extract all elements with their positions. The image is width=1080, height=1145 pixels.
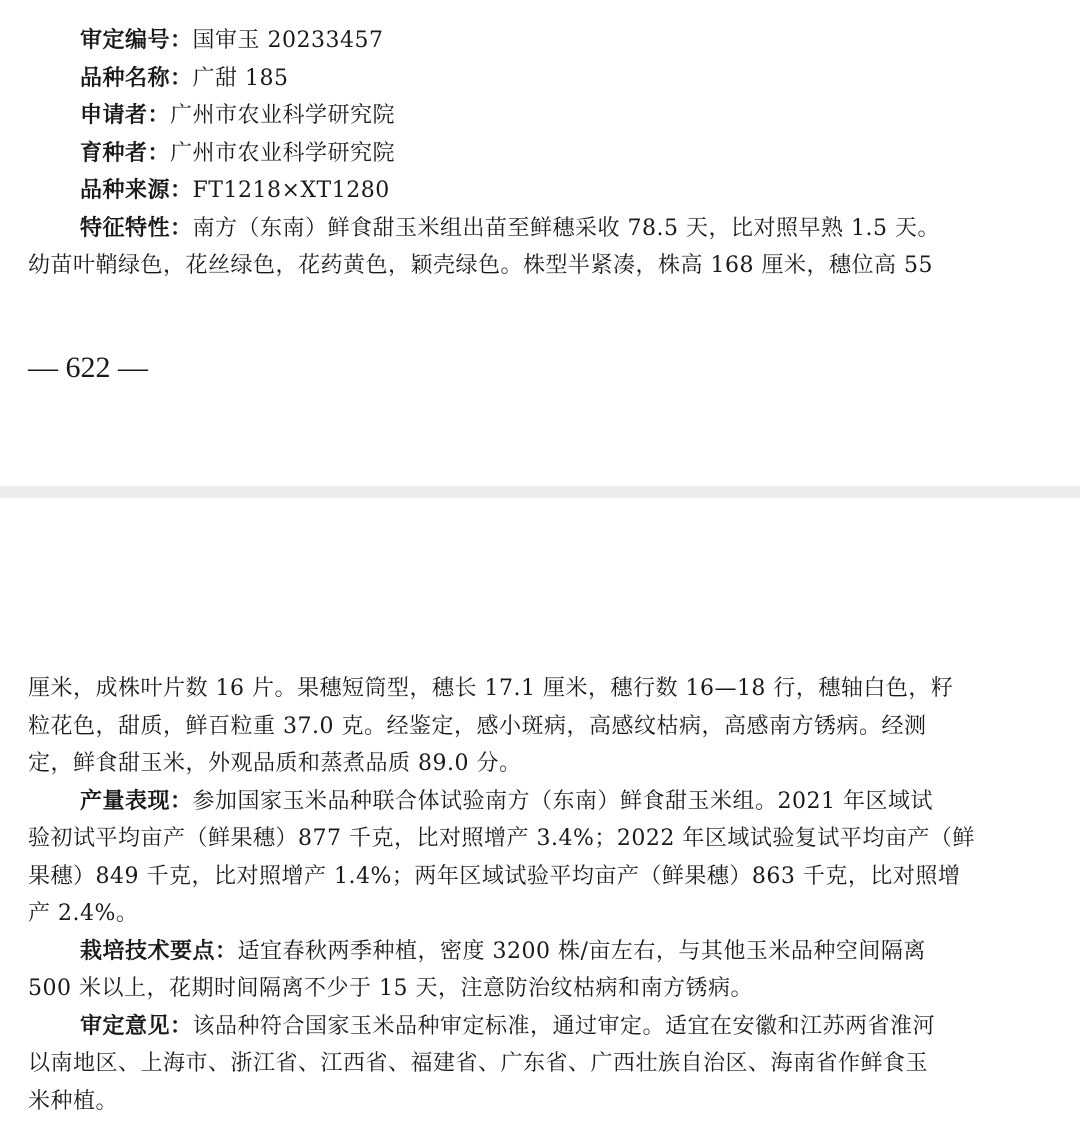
approval-number-row — [28, 22, 1028, 60]
characteristics-cont-line-3: 定，鲜食甜玉米，外观品质和蒸煮品质 89.0 分。 — [28, 751, 522, 776]
characteristics-label: 特征特性： — [80, 215, 193, 241]
yield-text-line-1: 参加国家玉米品种联合体试验南方（东南）鲜食甜玉米组。2021 年区域试 — [192, 788, 933, 814]
breeder-row — [28, 135, 1028, 173]
document-page-bottom — [0, 498, 1080, 1145]
approval-number-label: 审定编号： — [80, 28, 193, 53]
document-page-top — [0, 0, 1080, 486]
variety-source-row — [28, 172, 1028, 210]
applicant-label: 申请者： — [80, 103, 171, 128]
variety-name-value: 广甜 185 — [192, 65, 289, 91]
applicant-value: 广州市农业科学研究院 — [170, 103, 396, 128]
characteristics-row — [28, 210, 1028, 248]
breeder-value: 广州市农业科学研究院 — [170, 140, 396, 166]
characteristics-cont-line-1: 厘米，成株叶片数 16 片。果穗短筒型，穗长 17.1 厘米，穗行数 16—18 行，穗轴白色，籽 — [28, 676, 954, 701]
page-separator — [0, 486, 1080, 498]
approval-number-value: 国审玉 20233457 — [192, 28, 384, 53]
characteristics-text-line-1: 南方（东南）鲜食甜玉米组出苗至鲜穗采收 78.5 天，比对照早熟 1.5 天。 — [192, 215, 940, 241]
variety-detail-block — [28, 670, 1028, 1120]
yield-row — [28, 783, 1028, 821]
cultivation-label: 栽培技术要点： — [80, 938, 238, 964]
opinion-text-line-2: 以南地区、上海市、浙江省、江西省、福建省、广东省、广西壮族自治区、海南省作鲜食玉 — [28, 1051, 929, 1076]
variety-source-label: 品种来源： — [80, 178, 193, 203]
variety-name-label: 品种名称： — [80, 65, 193, 91]
opinion-row — [28, 1008, 1028, 1046]
characteristics-text-line-2: 幼苗叶鞘绿色，花丝绿色，花药黄色，颖壳绿色。株型半紧凑，株高 168 厘米，穗位高 55 — [28, 253, 933, 278]
breeder-label: 育种者： — [80, 140, 171, 166]
yield-label: 产量表现： — [80, 788, 193, 814]
variety-name-row — [28, 60, 1028, 98]
variety-info-block — [28, 22, 1028, 285]
characteristics-cont-line-2: 粒花色，甜质，鲜百粒重 37.0 克。经鉴定，感小斑病，高感纹枯病，高感南方锈病。经测 — [28, 713, 927, 739]
yield-text-line-4: 产 2.4%。 — [28, 901, 139, 926]
applicant-row — [28, 97, 1028, 135]
opinion-text-line-3: 米种植。 — [28, 1088, 119, 1114]
cultivation-row — [28, 933, 1028, 971]
page-number: — 622 — — [28, 351, 148, 384]
yield-text-line-2: 验初试平均亩产（鲜果穗）877 千克，比对照增产 3.4%；2022 年区域试验复试平均亩产（鲜 — [28, 826, 975, 851]
yield-text-line-3: 果穗）849 千克，比对照增产 1.4%；两年区域试验平均亩产（鲜果穗）863 千克，比对照增 — [28, 863, 961, 889]
opinion-text-line-1: 该品种符合国家玉米品种审定标准，通过审定。适宜在安徽和江苏两省淮河 — [192, 1013, 936, 1039]
variety-source-value: FT1218×XT1280 — [192, 178, 390, 203]
opinion-label: 审定意见： — [80, 1013, 193, 1039]
cultivation-text-line-2: 500 米以上，花期时间隔离不少于 15 天，注意防治纹枯病和南方锈病。 — [28, 976, 753, 1001]
cultivation-text-line-1: 适宜春秋两季种植，密度 3200 株/亩左右，与其他玉米品种空间隔离 — [237, 938, 926, 964]
